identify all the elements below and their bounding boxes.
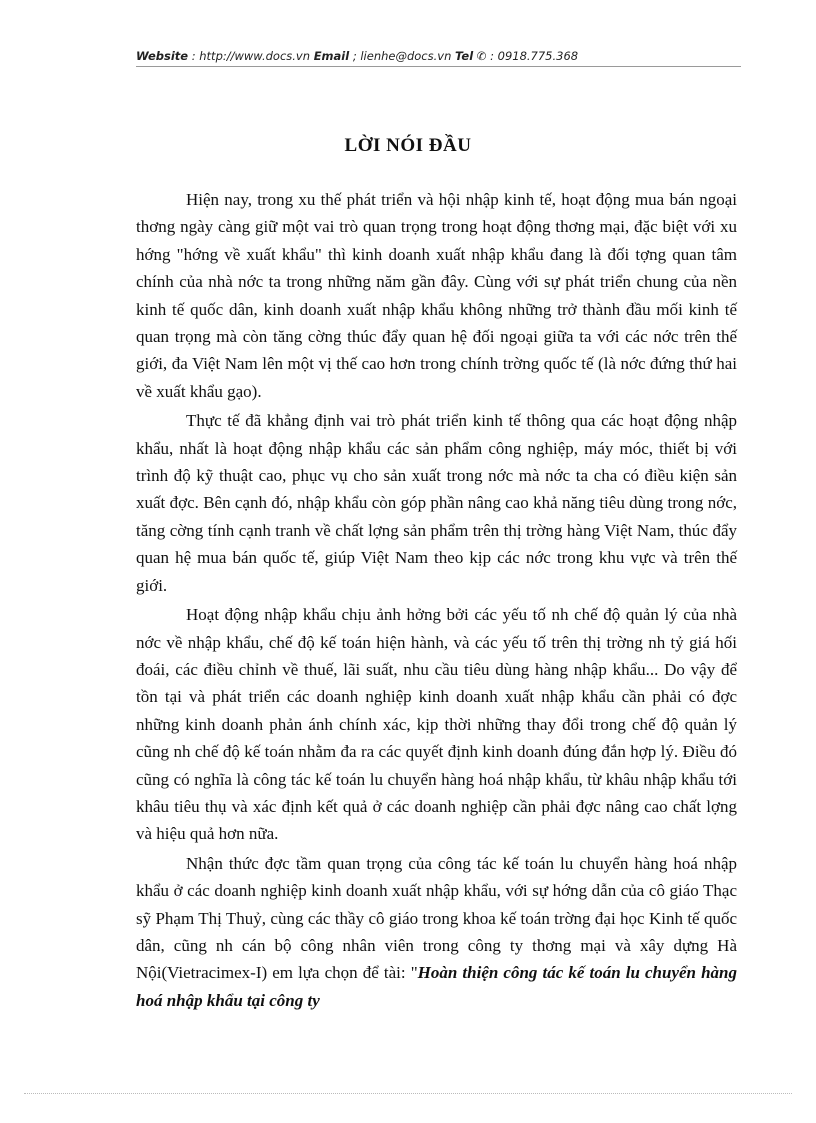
website-value: : http://www.docs.vn (188, 49, 314, 63)
email-label: Email (313, 49, 350, 63)
page-title: LỜI NÓI ĐẦU (344, 135, 472, 156)
website-label: Website (136, 49, 189, 63)
header-rule (136, 66, 741, 67)
thesis-topic: Hoàn thiện công tác kế toán lu chuyển hàng hoá nhập khẩu tại công ty (136, 963, 737, 1010)
paragraph-4 (136, 850, 737, 1014)
tel-value: : 0918.775.368 (486, 49, 579, 63)
email-value: ; lienhe@docs.vn (349, 49, 456, 63)
paragraph-2: Thực tế đã khẳng định vai trò phát triển kinh tế thông qua các hoạt động nhập khẩu, nhất là hoạt động nhập khẩu các sản phẩm công nghiệp, máy móc, thiết bị với trình độ kỹ thuật cao, phục vụ cho sản xuất trong nớc mà nớc ta cha có điều kiện sản xuất đợc. Bên cạnh đó, nhập khẩu còn góp phần nâng cao khả năng tiêu dùng trong nớc, tăng cờng tính cạnh tranh về chất lợng sản phẩm trên thị trờng hàng Việt Nam, thúc đẩy quan hệ mua bán quốc tế, giúp Việt Nam theo kịp các nớc trong khu vực và trên thế giới. (136, 411, 737, 595)
document-body (136, 186, 737, 1014)
paragraph-3: Hoạt động nhập khẩu chịu ảnh hởng bởi các yếu tố nh chế độ quản lý của nhà nớc về nhập khẩu, chế độ kế toán hiện hành, và các yếu tố trên thị trờng nh tỷ giá hối đoái, các điều chỉnh về thuế, lãi suất, nhu cầu tiêu dùng hàng nhập khẩu... Do vậy để tồn tại và phát triển các doanh nghiệp kinh doanh xuất nhập khẩu cần phải có đợc những kinh doanh phản ánh chính xác, kịp thời những thay đổi trong chế độ quản lý cũng nh chế độ kế toán nhằm đa ra các quyết định kinh doanh đúng đắn hợp lý. Điều đó cũng có nghĩa là công tác kế toán lu chuyển hàng hoá nhập khẩu, từ khâu nhập khẩu tới khâu tiêu thụ và xác định kết quả ở các doanh nghiệp cần phải đợc nâng cao chất lợng và hiệu quả hơn nữa. (136, 605, 737, 844)
tel-label: Tel (455, 49, 474, 63)
paragraph-4-text: Nhận thức đợc tầm quan trọng của công tác kế toán lu chuyển hàng hoá nhập khẩu ở các doanh nghiệp kinh doanh xuất nhập khẩu, với sự hớng dẫn của cô giáo Thạc sỹ Phạm Thị Thuỷ, cùng các thầy cô giáo trong khoa kế toán trờng đại học Kinh tế quốc dân, cũng nh cán bộ công nhân viên trong công ty thơng mại và xây dựng Hà Nội(Vietracimex-I) em lựa chọn để tài: " (136, 853, 737, 983)
paragraph-1: Hiện nay, trong xu thế phát triển và hội nhập kinh tế, hoạt động mua bán ngoại thơng ngày càng giữ một vai trò quan trọng trong hoạt động thơng mại, đặc biệt với xu hớng "hớng về xuất khẩu" thì kinh doanh xuất nhập khẩu đang là đối tợng quan tâm chính của nhà nớc ta trong những năm gần đây. Cùng với sự phát triển chung của nền kinh tế quốc dân, kinh doanh xuất nhập khẩu không những trở thành đầu mối kinh tế quan trọng mà còn tăng cờng thúc đẩy quan hệ đối ngoại giữa ta với các nớc trên thế giới, đa Việt Nam lên một vị thế cao hơn trong chính trờng quốc tế (là nớc đứng thứ hai về xuất khẩu gạo). (136, 190, 737, 401)
phone-icon: ✆ (476, 49, 487, 63)
page-header (136, 49, 741, 63)
footer-rule (24, 1093, 792, 1094)
